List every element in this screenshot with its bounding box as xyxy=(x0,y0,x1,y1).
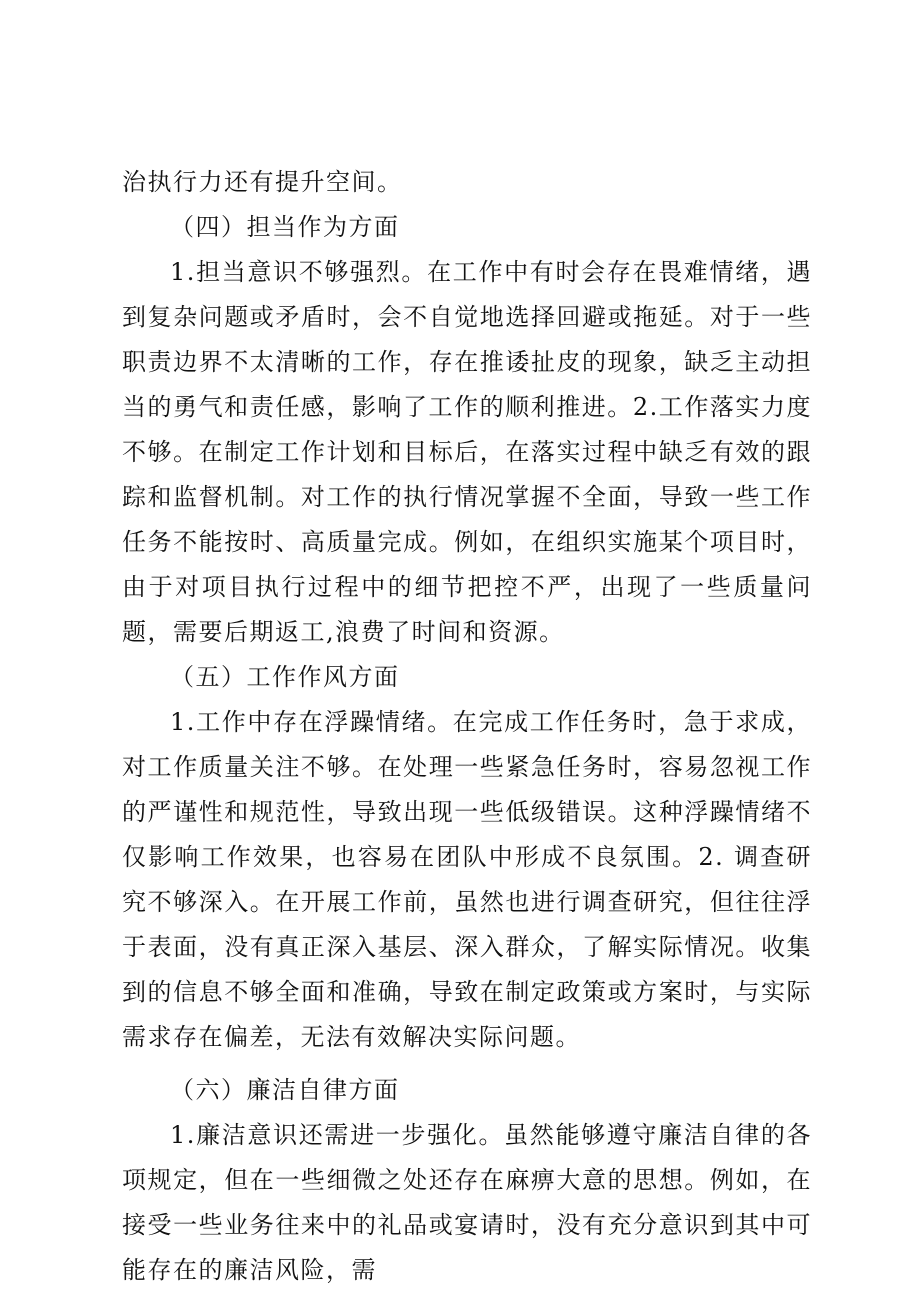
section-body-6: 1.廉洁意识还需进一步强化。虽然能够遵守廉洁自律的各项规定，但在一些细微之处还存在麻痹大意的思想。例如，在接受一些业务往来中的礼品或宴请时，没有充分意识到其中可能存在的廉洁风险，需 xyxy=(122,1121,812,1284)
section-heading-5: （五）工作作风方面 xyxy=(170,663,400,691)
section-body-4: 1.担当意识不够强烈。在工作中有时会存在畏难情绪，遇到复杂问题或矛盾时，会不自觉地选择回避或拖延。对于一些职责边界不太清晰的工作，存在推诿扯皮的现象，缺乏主动担当的勇气和责任感，影响了工作的顺利推进。2.工作落实力度不够。在制定工作计划和目标后，在落实过程中缺乏有效的跟踪和监督机制。对工作的执行情况掌握不全面，导致一些工作任务不能按时、高质量完成。例如，在组织实施某个项目时，由于对项目执行过程中的细节把控不严，出现了一些质量问题，需要后期返工,浪费了时间和资源。 xyxy=(122,258,812,646)
section-body-5: 1.工作中存在浮躁情绪。在完成工作任务时，急于求成，对工作质量关注不够。在处理一些紧急任务时，容易忽视工作的严谨性和规范性，导致出现一些低级错误。这种浮躁情绪不仅影响工作效果，也容易在团队中形成不良氛围。2. 调查研究不够深入。在开展工作前，虽然也进行调查研究，但往往浮于表面，没有真正深入基层、深入群众，了解实际情况。收集到的信息不够全面和准确，导致在制定政策或方案时，与实际需求存在偏差，无法有效解决实际问题。 xyxy=(122,708,812,1051)
section-heading-4: （四）担当作为方面 xyxy=(170,213,400,241)
document-body xyxy=(122,160,812,1293)
section-heading-6: （六）廉洁自律方面 xyxy=(170,1076,400,1104)
continued-paragraph: 治执行力还有提升空间。 xyxy=(122,168,403,196)
